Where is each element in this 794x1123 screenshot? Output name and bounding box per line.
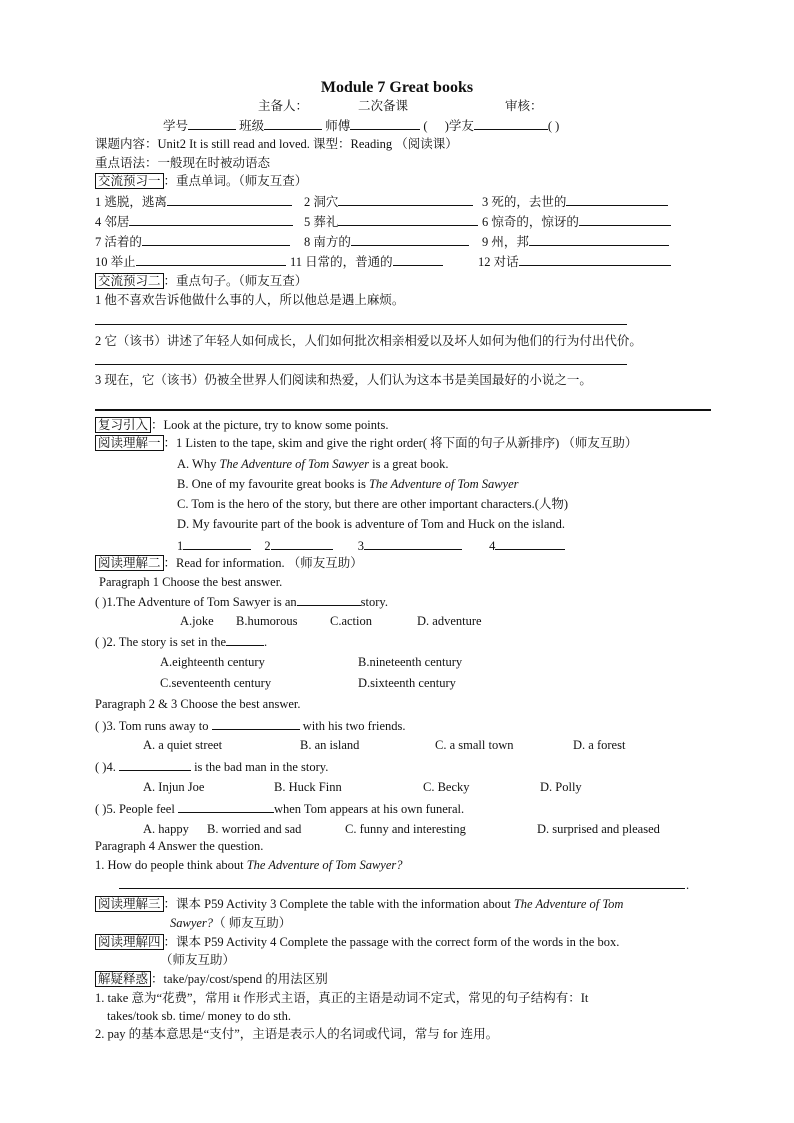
topic-line: 课题内容：Unit2 It is still read and loved. 课型：Reading （阅读课） bbox=[95, 137, 458, 151]
reading2-label: 阅读理解二 bbox=[95, 555, 164, 571]
review-label: 审核： bbox=[505, 99, 543, 113]
paragraph4-heading: Paragraph 4 Answer the question. bbox=[95, 839, 264, 853]
answer-line[interactable] bbox=[95, 324, 627, 325]
option[interactable]: D. a forest bbox=[573, 738, 626, 752]
student-no-blank[interactable] bbox=[188, 117, 236, 130]
answer-line[interactable] bbox=[119, 888, 685, 889]
question-5: ( )5. People feel when Tom appears at his own funeral. bbox=[95, 802, 465, 816]
paren-open: ( bbox=[423, 119, 428, 133]
word-item: 9 州，邦 bbox=[482, 233, 669, 250]
explain-line-2: takes/took sb. time/ money to do sth. bbox=[107, 1009, 292, 1023]
word-blank[interactable] bbox=[142, 233, 290, 246]
word-blank[interactable] bbox=[136, 253, 286, 266]
review-intro-label: 复习引入 bbox=[95, 417, 151, 433]
question-4: ( )4. is the bad man in the story. bbox=[95, 760, 329, 774]
option[interactable]: B. worried and sad bbox=[207, 822, 302, 836]
class-blank[interactable] bbox=[264, 117, 322, 130]
option[interactable]: A. a quiet street bbox=[143, 738, 223, 752]
paragraph4-question: 1. How do people think about The Adventure of Tom Sawyer? bbox=[95, 858, 403, 872]
option[interactable]: D. adventure bbox=[417, 614, 482, 628]
reading4-label: 阅读理解四 bbox=[95, 934, 164, 950]
preview1-heading bbox=[95, 173, 307, 189]
question-2: ( )2. The story is set in the . bbox=[95, 635, 268, 649]
student-no-label: 学号 bbox=[163, 119, 189, 133]
option[interactable]: C.action bbox=[330, 614, 373, 628]
paragraph23-heading: Paragraph 2 & 3 Choose the best answer. bbox=[95, 697, 301, 711]
sentence-2: 2 它（该书）讲述了年轻人如何成长，人们如何批次相亲相爱以及坏人如何为他们的行为付出代价。 bbox=[95, 334, 642, 348]
word-blank[interactable] bbox=[519, 253, 671, 266]
word-item: 6 惊奇的，惊讶的 bbox=[482, 213, 671, 230]
explain-line-3: 2. pay 的基本意思是“支付”，主语是表示人的名词或代词，常与 for 连用。 bbox=[95, 1027, 499, 1041]
word-item: 10 举止 bbox=[95, 253, 286, 270]
review-intro: 复习引入 ：Look at the picture, try to know some points. bbox=[95, 417, 388, 433]
word-item: 7 活着的 bbox=[95, 233, 290, 250]
section-divider bbox=[95, 409, 711, 411]
word-item: 2 洞穴 bbox=[304, 193, 473, 210]
preview2-text: ：重点句子。（师友互查） bbox=[163, 274, 308, 288]
option[interactable]: D. Polly bbox=[540, 780, 582, 794]
word-blank[interactable] bbox=[566, 193, 668, 206]
option[interactable]: B. Huck Finn bbox=[274, 780, 342, 794]
grammar-line: 重点语法：一般现在时被动语态 bbox=[95, 156, 271, 170]
option[interactable]: B.nineteenth century bbox=[358, 655, 463, 669]
explain-line-1: 1. take 意为“花费”，常用 it 作形式主语，真正的主语是动词不定式，常见的句子结构有：It bbox=[95, 991, 589, 1005]
answer-line[interactable] bbox=[95, 364, 627, 365]
preview1-label: 交流预习一 bbox=[95, 173, 164, 189]
word-blank[interactable] bbox=[529, 233, 669, 246]
option[interactable]: C. a small town bbox=[435, 738, 514, 752]
sentence-3: 3 现在，它（该书）仍被全世界人们阅读和热爱，人们认为这本书是美国最好的小说之一。 bbox=[95, 373, 592, 387]
word-blank[interactable] bbox=[167, 193, 292, 206]
q1-blank[interactable] bbox=[297, 593, 361, 606]
paragraph1-heading: Paragraph 1 Choose the best answer. bbox=[99, 575, 283, 589]
word-item: 12 对话 bbox=[478, 253, 671, 270]
reading4-cont: （师友互助） bbox=[160, 953, 236, 967]
word-blank[interactable] bbox=[338, 193, 473, 206]
student-info-row bbox=[163, 117, 559, 134]
second-prep-label: 二次备课 bbox=[358, 99, 409, 113]
master-label: 师傅 bbox=[325, 119, 351, 133]
order-blank[interactable] bbox=[364, 537, 462, 550]
option[interactable]: C. Becky bbox=[423, 780, 470, 794]
order-item-a: A. Why The Adventure of Tom Sawyer is a great book. bbox=[177, 457, 449, 471]
preview2-label: 交流预习二 bbox=[95, 273, 164, 289]
question-3: ( )3. Tom runs away to with his two friends. bbox=[95, 719, 406, 733]
option[interactable]: B.humorous bbox=[236, 614, 298, 628]
word-blank[interactable] bbox=[351, 233, 469, 246]
buddy-label: )学友 bbox=[444, 119, 474, 133]
explain-label: 解疑释惑 bbox=[95, 971, 151, 987]
q2-blank[interactable] bbox=[226, 633, 264, 646]
order-item-d: D. My favourite part of the book is adventure of Tom and Huck on the island. bbox=[177, 517, 566, 531]
word-item: 3 死的，去世的 bbox=[482, 193, 668, 210]
preview1-text: ：重点单词。（师友互查） bbox=[163, 174, 308, 188]
option[interactable]: B. an island bbox=[300, 738, 360, 752]
word-item: 4 邻居 bbox=[95, 213, 293, 230]
word-item: 11 日常的，普通的 bbox=[290, 253, 443, 270]
reading3-heading: 阅读理解三 ：课本 P59 Activity 3 Complete the table with the information about The Adventure of Tom bbox=[95, 896, 623, 912]
option[interactable]: D. surprised and pleased bbox=[537, 822, 660, 836]
order-blank[interactable] bbox=[271, 537, 333, 550]
explain-heading: 解疑释惑 ：take/pay/cost/spend 的用法区别 bbox=[95, 971, 328, 987]
option[interactable]: C. funny and interesting bbox=[345, 822, 466, 836]
preview2-heading bbox=[95, 273, 307, 289]
option[interactable]: D.sixteenth century bbox=[358, 676, 456, 690]
reading4-heading: 阅读理解四 ：课本 P59 Activity 4 Complete the passage with the correct form of the words in the box. bbox=[95, 934, 619, 950]
order-answer-row: 1 2 3 4 bbox=[177, 537, 565, 554]
reading3-label: 阅读理解三 bbox=[95, 896, 164, 912]
reading1-label: 阅读理解一 bbox=[95, 435, 164, 451]
word-blank[interactable] bbox=[129, 213, 293, 226]
word-item: 1 逃脱，逃离 bbox=[95, 193, 292, 210]
word-item: 8 南方的 bbox=[304, 233, 469, 250]
answer-end-period: . bbox=[686, 878, 690, 892]
option[interactable]: A.joke bbox=[180, 614, 214, 628]
option[interactable]: A. Injun Joe bbox=[143, 780, 205, 794]
master-blank[interactable] bbox=[350, 117, 420, 130]
q4-blank[interactable] bbox=[119, 758, 191, 771]
q5-blank[interactable] bbox=[178, 800, 274, 813]
lead-label: 主备人： bbox=[258, 99, 309, 113]
order-blank[interactable] bbox=[495, 537, 565, 550]
order-item-b: B. One of my favourite great books is The Adventure of Tom Sawyer bbox=[177, 477, 519, 491]
reading3-cont: Sawyer?（ 师友互助） bbox=[170, 916, 292, 930]
buddy-paren: ( ) bbox=[547, 119, 560, 133]
option[interactable]: A.eighteenth century bbox=[160, 655, 265, 669]
reading1-heading: 阅读理解一 ：1 Listen to the tape, skim and give the right order( 将下面的句子从新排序) （师友互助） bbox=[95, 435, 637, 451]
order-item-c: C. Tom is the hero of the story, but there are other important characters.(人物) bbox=[177, 497, 569, 511]
word-blank[interactable] bbox=[338, 213, 478, 226]
buddy-blank[interactable] bbox=[474, 117, 548, 130]
option[interactable]: C.seventeenth century bbox=[160, 676, 272, 690]
word-item: 5 葬礼 bbox=[304, 213, 478, 230]
word-blank[interactable] bbox=[579, 213, 671, 226]
sentence-1: 1 他不喜欢告诉他做什么事的人，所以他总是遇上麻烦。 bbox=[95, 293, 405, 307]
question-1: ( )1.The Adventure of Tom Sawyer is an story. bbox=[95, 595, 388, 609]
class-label: 班级 bbox=[239, 119, 265, 133]
q3-blank[interactable] bbox=[212, 717, 300, 730]
reading2-heading: 阅读理解二 ：Read for information. （师友互助） bbox=[95, 555, 363, 571]
order-blank[interactable] bbox=[183, 537, 251, 550]
word-blank[interactable] bbox=[393, 253, 443, 266]
page-title: Module 7 Great books bbox=[320, 79, 474, 96]
option[interactable]: A. happy bbox=[143, 822, 189, 836]
